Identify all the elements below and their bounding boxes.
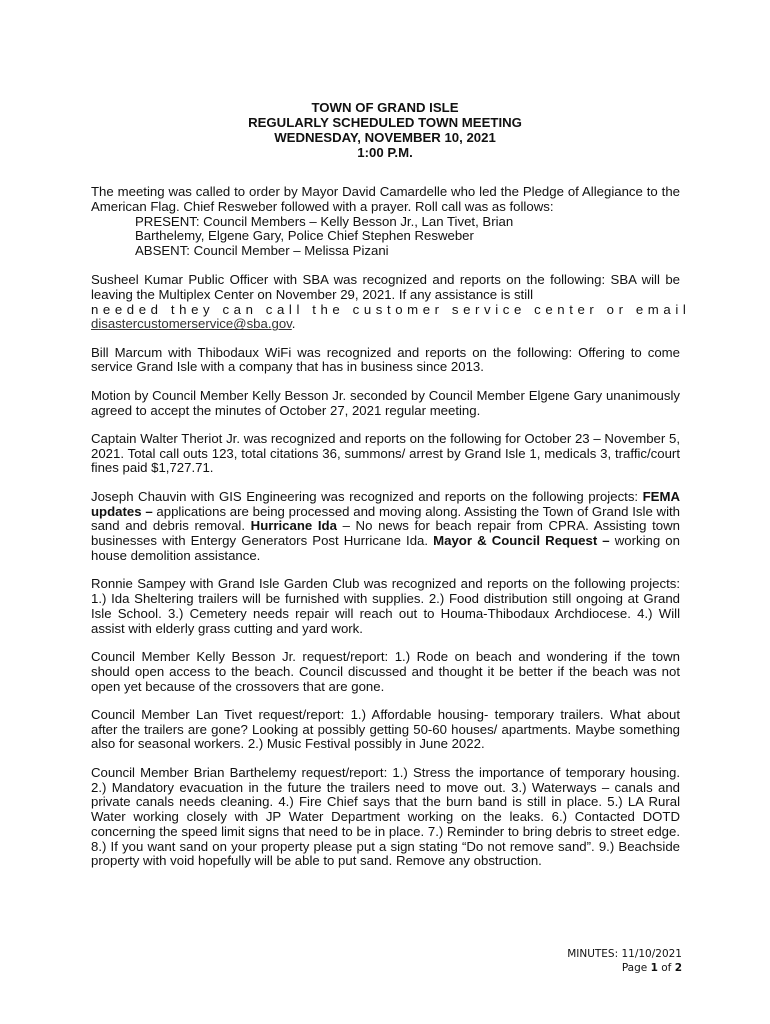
roll-call-present-1: PRESENT: Council Members – Kelly Besson Jr., Lan Tivet, Brian xyxy=(135,213,514,229)
sba-report-end: . xyxy=(291,316,296,332)
roll-call-present-2: Barthelemy, Elgene Gary, Police Chief Stephen Resweber xyxy=(135,228,474,244)
header-meeting-type: REGULARLY SCHEDULED TOWN MEETING xyxy=(248,115,522,130)
document-body xyxy=(91,184,691,883)
paragraph-tivet-report: Council Member Lan Tivet request/report: 1.) Affordable housing- temporary trailers. What about after the trailers are gone? Looking at possibly getting 50-60 houses/ apartments. Maybe something also for seasonal workers. 2.) Music Festival possibly in June 2022. xyxy=(91,706,680,752)
mayor-council-text: working on house demolition assistance. xyxy=(91,533,680,563)
paragraph-sba-report xyxy=(91,271,691,332)
paragraph-besson-report: Council Member Kelly Besson Jr. request/report: 1.) Rode on beach and wondering if the town should open access to the beach. Council discussed and thought it be better if the beach was not open yet because of the crossovers that are gone. xyxy=(91,648,680,694)
paragraph-wifi-report: Bill Marcum with Thibodaux WiFi was recognized and reports on the following: Offering to come service Grand Isle with a company that has in business since 2013. xyxy=(91,344,680,375)
hurricane-ida-text: – No news for beach repair from CPRA. Assisting town businesses with Entergy Generators Post Hurricane Ida. xyxy=(91,518,680,549)
call-to-order-text: The meeting was called to order by Mayor David Camardelle who led the Pledge of Allegiance to the American Flag. Chief Resweber followed with a prayer. Roll call was as follows: xyxy=(91,184,680,214)
paragraph-barthelemy-report: Council Member Brian Barthelemy request/report: 1.) Stress the importance of temporary housing. 2.) Mandatory evacuation in the future the trailers need to move out. 3.) Waterways – canals and private canals needs cleaning. 4.) Fire Chief says that the burn band is still in place. 5.) LA Rural Water working closely with JP Water Department working on the leaks. 6.) Contacted DOTD concerning the speed limit signs that need to be in place. 7.) Reminder to bring debris to street edge. 8.) If you want sand on your property please put a sign stating “Do not remove sand”. 9.) Beachside property with void hopefully will be able to put sand. Remove any obstruction. xyxy=(91,764,680,869)
sba-report-text: Susheel Kumar Public Officer with SBA was recognized and reports on the following: SBA will be leaving the Multiplex Center on November 29, 2021. If any assistance is still xyxy=(91,271,680,302)
paragraph-call-to-order xyxy=(91,185,680,259)
paragraph-engineering-report xyxy=(91,490,680,564)
roll-call-absent: ABSENT: Council Member – Melissa Pizani xyxy=(135,243,389,259)
hurricane-ida-heading: Hurricane Ida xyxy=(250,518,337,534)
fema-updates-heading: FEMA updates – xyxy=(91,488,680,519)
engineering-intro: Joseph Chauvin with GIS Engineering was recognized and reports on the following projects: xyxy=(91,488,643,504)
paragraph-minutes-motion: Motion by Council Member Kelly Besson Jr. seconded by Council Member Elgene Gary unanimously agreed to accept the minutes of October 27, 2021 regular meeting. xyxy=(91,387,680,418)
page-current: 1 xyxy=(650,962,658,974)
header-date: WEDNESDAY, NOVEMBER 10, 2021 xyxy=(274,130,496,145)
email-link[interactable]: disastercustomerservice@sba.gov xyxy=(91,316,292,332)
sba-report-spaced-line: needed they can call the customer service center or email xyxy=(91,301,691,317)
paragraph-police-report: Captain Walter Theriot Jr. was recognized and reports on the following for October 23 – November 5, 2021. Total call outs 123, total citations 36, summons/ arrest by Grand Isle 1, medicals 3, traffic/court fines paid $1,727.71. xyxy=(91,430,680,476)
page-total: 2 xyxy=(674,962,682,974)
page-of-label: of xyxy=(657,962,675,974)
footer-page-number xyxy=(567,961,682,975)
page-label: Page xyxy=(621,962,651,974)
page-footer xyxy=(567,947,682,975)
footer-minutes-date: MINUTES: 11/10/2021 xyxy=(567,948,682,960)
fema-updates-text: applications are being processed and moving along. Assisting the Town of Grand Isle with sand and debris removal. xyxy=(91,503,680,534)
header-town: TOWN OF GRAND ISLE xyxy=(311,100,459,115)
header-time: 1:00 P.M. xyxy=(357,145,413,160)
document-header xyxy=(0,100,770,160)
paragraph-garden-club-report: Ronnie Sampey with Grand Isle Garden Club was recognized and reports on the following projects: 1.) Ida Sheltering trailers will be furnished with supplies. 2.) Food distribution still ongoing at Grand Isle School. 3.) Cemetery needs repair will reach out to Houma-Thibodaux Archdiocese. 4.) Will assist with elderly grass cutting and yard work. xyxy=(91,576,680,636)
mayor-council-heading: Mayor & Council Request – xyxy=(433,533,610,549)
